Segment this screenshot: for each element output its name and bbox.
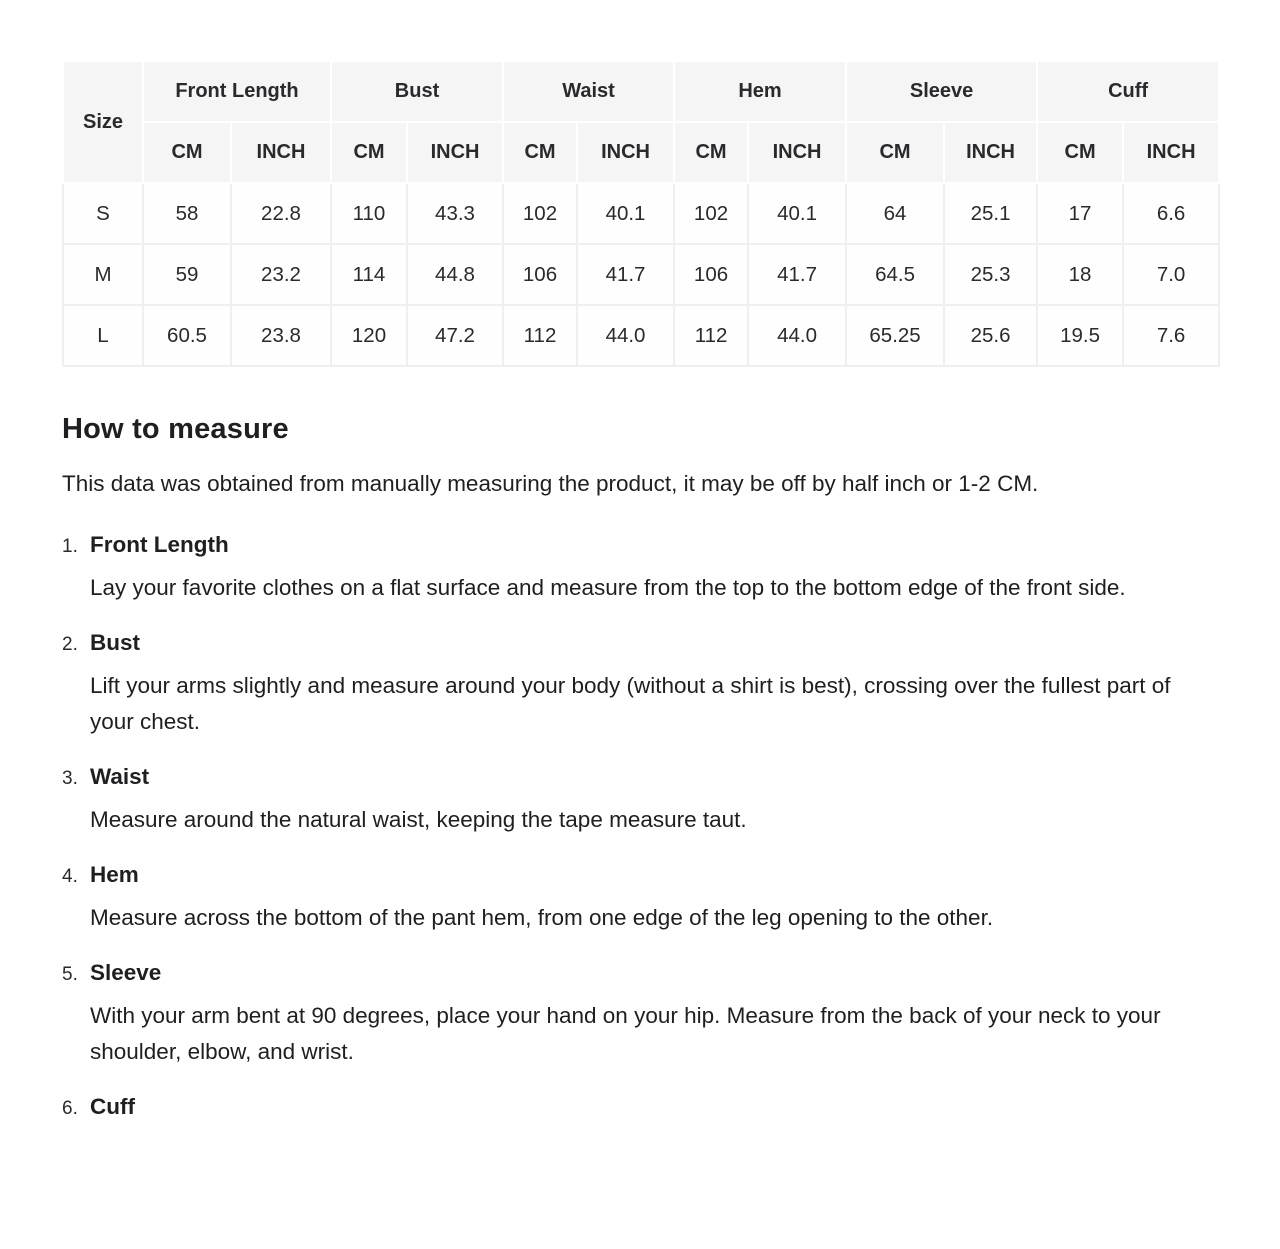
group-header-front-length: Front Length [143, 61, 331, 122]
measurement-cell: 44.8 [407, 244, 503, 305]
size-column-header: Size [63, 61, 143, 183]
measurement-cell: 102 [674, 183, 748, 244]
step-header [62, 764, 1218, 790]
unit-header-front-length-inch: INCH [231, 122, 331, 183]
measure-step-front-length [62, 532, 1218, 606]
measurement-cell: 112 [674, 305, 748, 366]
measurement-cell: 25.1 [944, 183, 1037, 244]
unit-header-sleeve-inch: INCH [944, 122, 1037, 183]
measurement-cell: 41.7 [577, 244, 674, 305]
unit-header-bust-inch: INCH [407, 122, 503, 183]
size-cell: S [63, 183, 143, 244]
unit-header-bust-cm: CM [331, 122, 407, 183]
size-chart-table [62, 60, 1220, 367]
measurement-cell: 7.6 [1123, 305, 1219, 366]
step-header [62, 960, 1218, 986]
size-row-m [63, 244, 1219, 305]
measure-steps-list [62, 532, 1218, 1120]
step-header [62, 1094, 1218, 1120]
measurement-cell: 23.8 [231, 305, 331, 366]
step-number: 5. [62, 964, 78, 985]
measurement-cell: 25.3 [944, 244, 1037, 305]
size-chart-header [63, 61, 1219, 183]
size-chart-header-row-groups [63, 61, 1219, 122]
measurement-cell: 112 [503, 305, 577, 366]
unit-header-cuff-inch: INCH [1123, 122, 1219, 183]
measurement-cell: 40.1 [577, 183, 674, 244]
step-description: With your arm bent at 90 degrees, place your hand on your hip. Measure from the back of your neck to your shoulder, elbow, and wrist. [90, 1003, 1161, 1064]
how-to-measure-intro: This data was obtained from manually measuring the product, it may be off by half inch or 1-2 CM. [62, 471, 1039, 496]
size-cell: M [63, 244, 143, 305]
measurement-cell: 58 [143, 183, 231, 244]
measurement-cell: 64 [846, 183, 944, 244]
size-chart-body [63, 183, 1219, 366]
how-to-measure-title: How to measure [62, 413, 289, 445]
measure-step-hem [62, 862, 1218, 936]
unit-header-front-length-cm: CM [143, 122, 231, 183]
step-number: 3. [62, 768, 78, 789]
measure-step-sleeve [62, 960, 1218, 1070]
step-header [62, 862, 1218, 888]
step-description: Lift your arms slightly and measure around your body (without a shirt is best), crossing over the fullest part of your chest. [90, 673, 1171, 734]
step-number: 6. [62, 1098, 78, 1119]
step-term: Sleeve [90, 960, 162, 985]
measure-step-bust [62, 630, 1218, 740]
step-term: Front Length [90, 532, 229, 557]
measurement-cell: 40.1 [748, 183, 846, 244]
measurement-cell: 114 [331, 244, 407, 305]
size-row-l [63, 305, 1219, 366]
unit-header-waist-cm: CM [503, 122, 577, 183]
size-chart-header-row-units [63, 122, 1219, 183]
step-term: Bust [90, 630, 140, 655]
measurement-cell: 65.25 [846, 305, 944, 366]
size-row-s [63, 183, 1219, 244]
measurement-cell: 44.0 [748, 305, 846, 366]
unit-header-hem-inch: INCH [748, 122, 846, 183]
step-number: 4. [62, 866, 78, 887]
measurement-cell: 44.0 [577, 305, 674, 366]
measurement-cell: 19.5 [1037, 305, 1123, 366]
unit-header-sleeve-cm: CM [846, 122, 944, 183]
measure-step-cuff [62, 1094, 1218, 1120]
group-header-cuff: Cuff [1037, 61, 1219, 122]
measurement-cell: 59 [143, 244, 231, 305]
measurement-cell: 25.6 [944, 305, 1037, 366]
measurement-cell: 106 [503, 244, 577, 305]
step-description: Measure around the natural waist, keeping the tape measure taut. [90, 807, 747, 832]
step-number: 2. [62, 634, 78, 655]
measurement-cell: 102 [503, 183, 577, 244]
measurement-cell: 23.2 [231, 244, 331, 305]
measurement-cell: 64.5 [846, 244, 944, 305]
group-header-waist: Waist [503, 61, 674, 122]
size-cell: L [63, 305, 143, 366]
measurement-cell: 41.7 [748, 244, 846, 305]
measurement-cell: 106 [674, 244, 748, 305]
measurement-cell: 43.3 [407, 183, 503, 244]
unit-header-cuff-cm: CM [1037, 122, 1123, 183]
step-term: Hem [90, 862, 139, 887]
step-header [62, 630, 1218, 656]
unit-header-hem-cm: CM [674, 122, 748, 183]
step-header [62, 532, 1218, 558]
measurement-cell: 17 [1037, 183, 1123, 244]
group-header-hem: Hem [674, 61, 846, 122]
measurement-cell: 60.5 [143, 305, 231, 366]
unit-header-waist-inch: INCH [577, 122, 674, 183]
step-description: Measure across the bottom of the pant hem, from one edge of the leg opening to the other. [90, 905, 994, 930]
measurement-cell: 18 [1037, 244, 1123, 305]
step-description: Lay your favorite clothes on a flat surface and measure from the top to the bottom edge of the front side. [90, 575, 1126, 600]
measure-step-waist [62, 764, 1218, 838]
measurement-cell: 6.6 [1123, 183, 1219, 244]
group-header-sleeve: Sleeve [846, 61, 1037, 122]
measurement-cell: 7.0 [1123, 244, 1219, 305]
step-number: 1. [62, 536, 78, 557]
group-header-bust: Bust [331, 61, 503, 122]
measurement-cell: 110 [331, 183, 407, 244]
step-term: Waist [90, 764, 150, 789]
measurement-cell: 120 [331, 305, 407, 366]
measurement-cell: 22.8 [231, 183, 331, 244]
step-term: Cuff [90, 1094, 135, 1119]
measurement-cell: 47.2 [407, 305, 503, 366]
